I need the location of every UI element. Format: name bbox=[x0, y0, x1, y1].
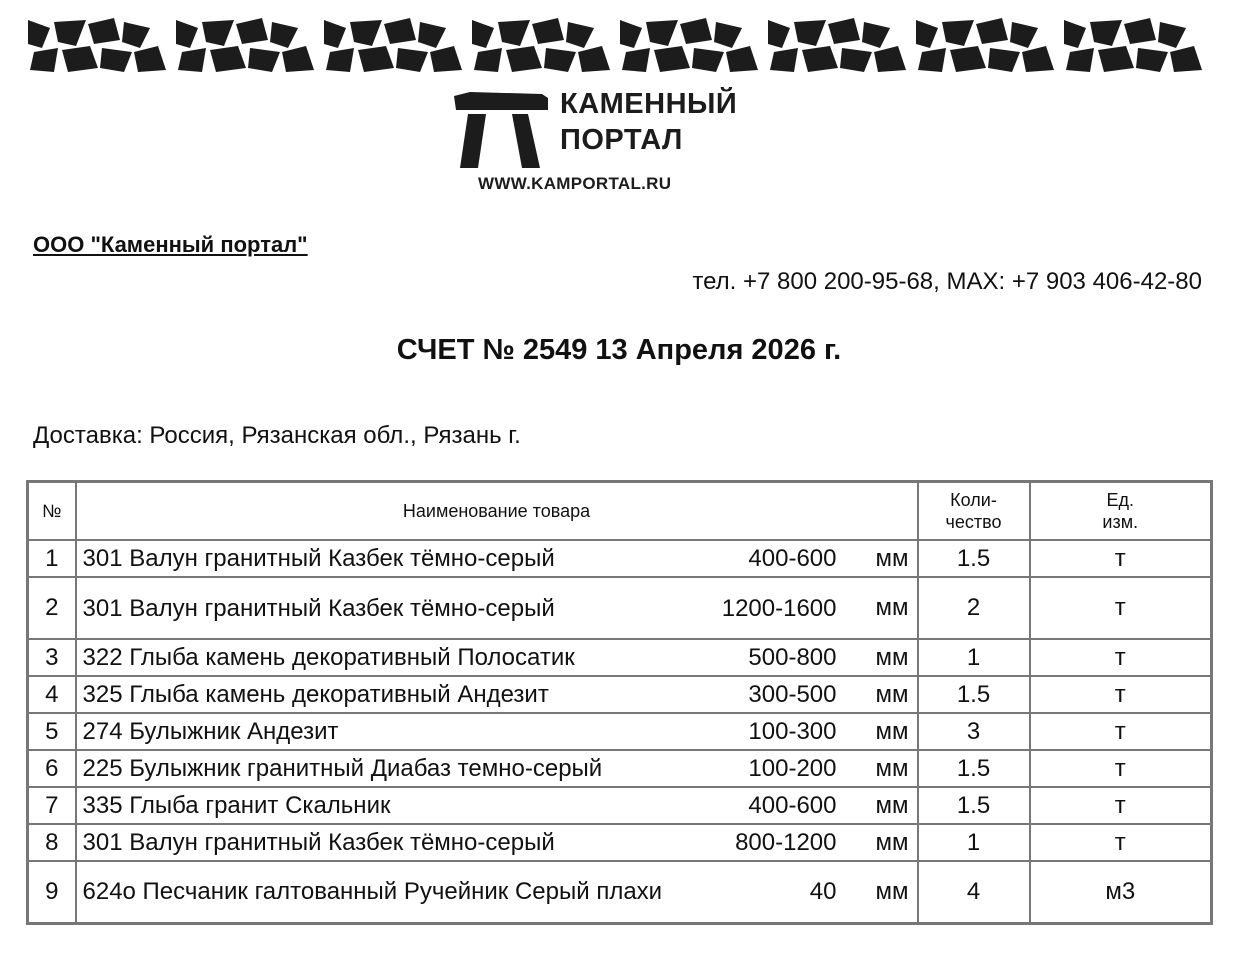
stone-shape bbox=[646, 20, 678, 46]
header-num: № bbox=[28, 482, 76, 541]
stone-shape bbox=[1010, 22, 1038, 48]
stone-shape bbox=[62, 46, 98, 72]
stone-shape bbox=[282, 46, 314, 72]
stone-shape bbox=[326, 48, 354, 72]
row-name: 301 Валун гранитный Казбек тёмно-серый bbox=[82, 594, 555, 622]
row-size: 1200-160​0 bbox=[721, 594, 837, 622]
table-row bbox=[28, 824, 1212, 861]
row-unit: т bbox=[1030, 750, 1212, 787]
row-qty: 1.5 bbox=[918, 676, 1030, 713]
table-row bbox=[28, 577, 1212, 639]
header-qty-line2: чество bbox=[945, 512, 1002, 532]
stone-shape bbox=[654, 46, 690, 72]
stone-shape bbox=[28, 20, 50, 48]
stone-shape bbox=[1098, 46, 1134, 72]
stone-shape bbox=[1158, 22, 1186, 48]
row-qty: 1.5 bbox=[918, 540, 1030, 577]
row-name-cell bbox=[76, 540, 918, 577]
stone-shape bbox=[176, 20, 198, 48]
row-size-unit: мм bbox=[875, 877, 909, 905]
row-size-unit: мм bbox=[875, 594, 909, 621]
row-name-cell bbox=[76, 577, 918, 639]
company-logo bbox=[446, 86, 786, 196]
stone-shape bbox=[248, 48, 280, 72]
row-name-cell bbox=[76, 713, 918, 750]
header-qty-line1: Коли- bbox=[950, 490, 997, 510]
row-qty: 3 bbox=[918, 713, 1030, 750]
row-name-cell bbox=[76, 750, 918, 787]
row-unit: м3 bbox=[1030, 861, 1212, 923]
stone-shape bbox=[1066, 48, 1094, 72]
stone-shape bbox=[54, 20, 86, 46]
logo-url[interactable]: WWW.KAMPORTAL.RU bbox=[478, 174, 672, 193]
stone-shape bbox=[474, 48, 502, 72]
stone-shape bbox=[384, 18, 416, 44]
stone-shape bbox=[506, 46, 542, 72]
row-name: 335 Глыба гранит Скальник bbox=[82, 792, 391, 819]
stone-portal-icon bbox=[450, 92, 550, 170]
stone-shape bbox=[680, 18, 712, 44]
table-row bbox=[28, 639, 1212, 676]
stone-shape bbox=[950, 46, 986, 72]
row-name-cell bbox=[76, 824, 918, 861]
stone-shape bbox=[794, 20, 826, 46]
row-name: 325 Глыба камень декоративный Андезит bbox=[82, 681, 549, 708]
row-qty: 2 bbox=[918, 577, 1030, 639]
stone-shape bbox=[620, 20, 642, 48]
header-unit-line2: изм. bbox=[1102, 512, 1139, 532]
row-size-unit: мм bbox=[875, 643, 909, 671]
stone-shape bbox=[1022, 46, 1054, 72]
row-size-unit: мм bbox=[875, 754, 909, 782]
stone-shape bbox=[544, 48, 576, 72]
stone-shape bbox=[236, 18, 268, 44]
row-name-cell bbox=[76, 639, 918, 676]
stone-shape bbox=[1136, 48, 1168, 72]
row-size: 400-600 bbox=[748, 545, 837, 572]
stone-shape bbox=[916, 20, 938, 48]
row-unit: т bbox=[1030, 676, 1212, 713]
stone-shape bbox=[202, 20, 234, 46]
row-qty: 1.5 bbox=[918, 750, 1030, 787]
row-num: 3 bbox=[28, 639, 76, 676]
row-name: 322 Глыба камень декоративный Полосатик bbox=[82, 644, 575, 671]
stone-shape bbox=[134, 46, 166, 72]
stone-shape bbox=[622, 48, 650, 72]
row-name: 301 Валун гранитный Казбек тёмно-серый bbox=[82, 545, 555, 572]
contact-phones: тел. +7 800 200-95-68, MAX: +7 903 406-42-80 bbox=[692, 268, 1202, 295]
stone-shape bbox=[726, 46, 758, 72]
stone-shape bbox=[862, 22, 890, 48]
stone-shape bbox=[840, 48, 872, 72]
stone-shape bbox=[874, 46, 906, 72]
stone-shape bbox=[578, 46, 610, 72]
row-name: 301 Валун гранитный Казбек тёмно-серый bbox=[82, 829, 555, 856]
row-num: 6 bbox=[28, 750, 76, 787]
stone-pattern-banner bbox=[28, 18, 1210, 74]
stone-shape bbox=[768, 20, 790, 48]
stone-shape bbox=[1124, 18, 1156, 44]
stone-shape bbox=[178, 48, 206, 72]
row-size: 40 bbox=[809, 878, 837, 906]
row-size: 400-600 bbox=[748, 792, 837, 819]
stone-shape bbox=[692, 48, 724, 72]
stone-shape bbox=[988, 48, 1020, 72]
invoice-title: СЧЕТ № 2549 13 Апреля 2026 г. bbox=[396, 334, 842, 366]
row-name: 225 Булыжник гранитный Диабаз темно-серый bbox=[82, 755, 603, 782]
row-name-cell bbox=[76, 676, 918, 713]
row-name: 624о Песчаник галтованный Ручейник Серый плахи bbox=[82, 878, 663, 906]
stone-shape bbox=[88, 18, 120, 44]
logo-name-line1: КАМЕННЫЙ bbox=[560, 88, 738, 120]
stone-shape bbox=[324, 20, 346, 48]
row-qty: 1 bbox=[918, 639, 1030, 676]
row-num: 5 bbox=[28, 713, 76, 750]
table-header-row bbox=[28, 482, 1212, 541]
row-name: 274 Булыжник Андезит bbox=[82, 718, 339, 745]
header-qty bbox=[918, 482, 1030, 541]
stone-shape bbox=[498, 20, 530, 46]
stone-shape bbox=[1090, 20, 1122, 46]
row-size-unit: мм bbox=[875, 544, 909, 572]
header-unit-line1: Ед. bbox=[1106, 490, 1134, 510]
stone-shape bbox=[30, 48, 58, 72]
row-size: 800-1200 bbox=[735, 829, 837, 856]
row-name-cell bbox=[76, 861, 918, 923]
company-name: ООО "Каменный портал" bbox=[33, 232, 308, 257]
row-size: 300-500 bbox=[748, 681, 837, 708]
stone-shape bbox=[802, 46, 838, 72]
stone-shape bbox=[1170, 46, 1202, 72]
table-row bbox=[28, 676, 1212, 713]
row-num: 2 bbox=[28, 577, 76, 639]
row-size-unit: мм bbox=[875, 791, 909, 819]
table-row bbox=[28, 787, 1212, 824]
delivery-address: Доставка: Россия, Рязанская обл., Рязань г. bbox=[33, 422, 521, 449]
row-num: 1 bbox=[28, 540, 76, 577]
row-name-cell bbox=[76, 787, 918, 824]
table-row bbox=[28, 861, 1212, 923]
row-size: 100-300 bbox=[748, 718, 837, 745]
stone-shape bbox=[396, 48, 428, 72]
row-num: 8 bbox=[28, 824, 76, 861]
stone-shape bbox=[976, 18, 1008, 44]
row-unit: т bbox=[1030, 824, 1212, 861]
stone-shape bbox=[918, 48, 946, 72]
stone-shape bbox=[714, 22, 742, 48]
row-size: 500-800 bbox=[748, 644, 837, 671]
stone-shape bbox=[942, 20, 974, 46]
logo-name-line2: ПОРТАЛ bbox=[560, 124, 683, 156]
table-row bbox=[28, 540, 1212, 577]
stone-shape bbox=[270, 22, 298, 48]
stone-shape bbox=[770, 48, 798, 72]
table-row bbox=[28, 713, 1212, 750]
row-unit: т bbox=[1030, 713, 1212, 750]
row-unit: т bbox=[1030, 540, 1212, 577]
stone-shape bbox=[472, 20, 494, 48]
stone-shape bbox=[828, 18, 860, 44]
stone-shape bbox=[350, 20, 382, 46]
row-unit: т bbox=[1030, 787, 1212, 824]
row-unit: т bbox=[1030, 577, 1212, 639]
stone-shape bbox=[532, 18, 564, 44]
stone-shape bbox=[122, 22, 150, 48]
row-qty: 1.5 bbox=[918, 787, 1030, 824]
stone-shape bbox=[100, 48, 132, 72]
row-num: 7 bbox=[28, 787, 76, 824]
row-num: 9 bbox=[28, 861, 76, 923]
row-qty: 1 bbox=[918, 824, 1030, 861]
stone-shape bbox=[566, 22, 594, 48]
row-qty: 4 bbox=[918, 861, 1030, 923]
row-num: 4 bbox=[28, 676, 76, 713]
row-size-unit: мм bbox=[875, 680, 909, 708]
row-size-unit: мм bbox=[875, 828, 909, 856]
stone-shape bbox=[418, 22, 446, 48]
stone-shape bbox=[358, 46, 394, 72]
row-size: 100-200 bbox=[748, 755, 837, 782]
row-unit: т bbox=[1030, 639, 1212, 676]
header-unit bbox=[1030, 482, 1212, 541]
row-size-unit: мм bbox=[875, 717, 909, 745]
stone-shape bbox=[430, 46, 462, 72]
table-row bbox=[28, 750, 1212, 787]
stone-shape bbox=[1064, 20, 1086, 48]
goods-table bbox=[26, 480, 1213, 925]
header-name: Наименование товара bbox=[76, 482, 918, 541]
logo-wordmark bbox=[560, 86, 737, 158]
stone-shape bbox=[210, 46, 246, 72]
